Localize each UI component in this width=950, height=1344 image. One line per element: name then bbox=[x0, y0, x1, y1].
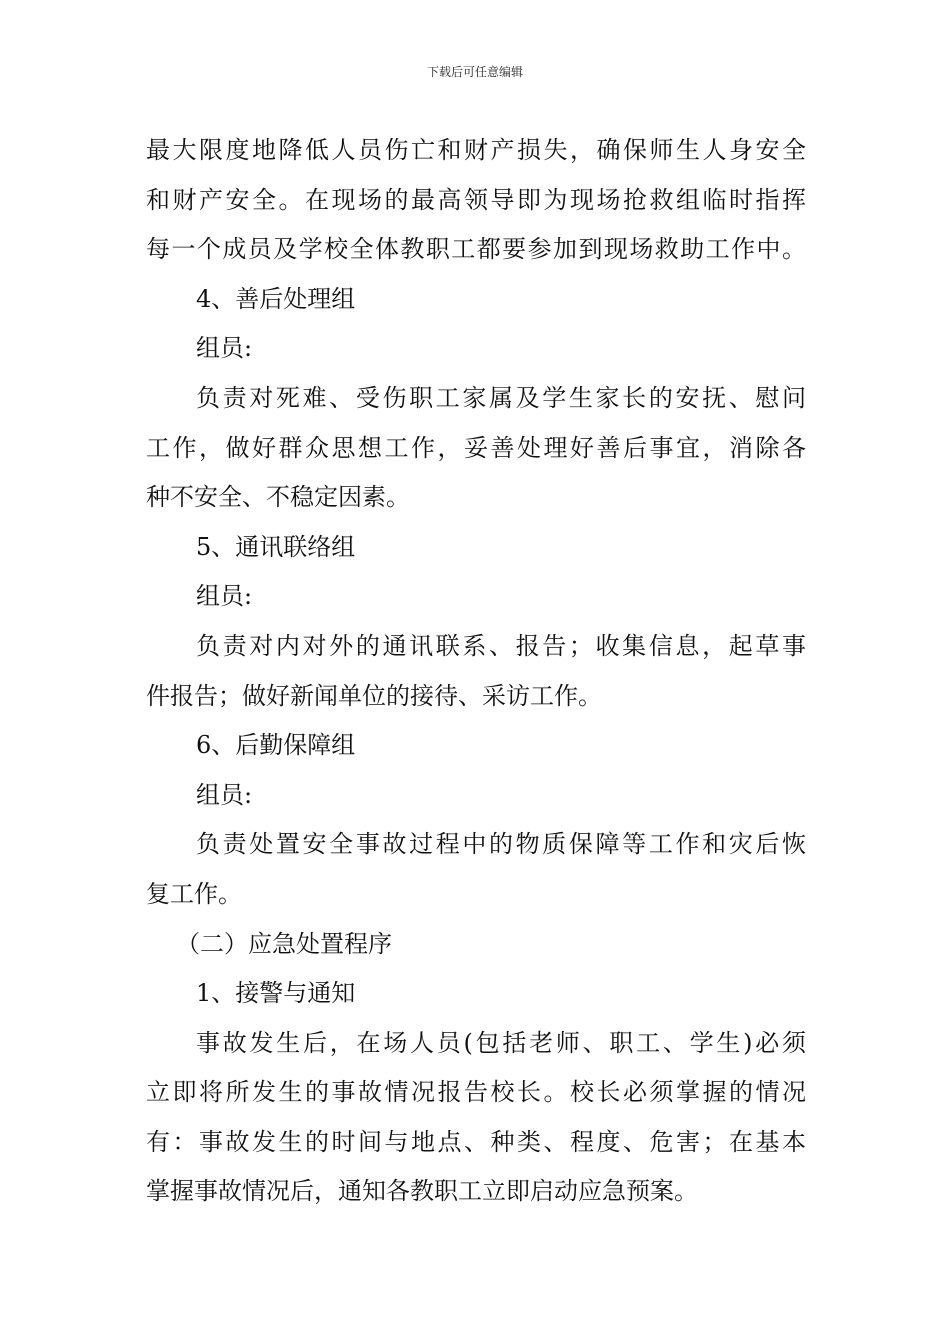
text-line: 负责对内对外的通讯联系、报告；收集信息，起草事 bbox=[196, 631, 806, 660]
text-line: 掌握事故情况后，通知各教职工立即启动应急预案。 bbox=[146, 1177, 698, 1206]
text-line: 每一个成员及学校全体教职工都要参加到现场救助工作中。 bbox=[146, 235, 806, 264]
section-heading: 4、善后处理组 bbox=[196, 284, 356, 313]
text-line: 件报告；做好新闻单位的接待、采访工作。 bbox=[146, 681, 602, 710]
text-line: 立即将所发生的事故情况报告校长。校长必须掌握的情况 bbox=[146, 1078, 806, 1107]
text-line: 事故发生后，在场人员(包括老师、职工、学生)必须 bbox=[196, 1028, 806, 1057]
text-line: 最大限度地降低人员伤亡和财产损失，确保师生人身安全 bbox=[146, 136, 806, 164]
text-line: 种不安全、不稳定因素。 bbox=[146, 483, 410, 512]
text-line: 负责对死难、受伤职工家属及学生家长的安抚、慰问 bbox=[196, 383, 806, 412]
members-label: 组员: bbox=[196, 582, 253, 611]
members-label: 组员: bbox=[196, 780, 253, 809]
section-heading: 6、后勤保障组 bbox=[196, 731, 356, 760]
text-line: 和财产安全。在现场的最高领导即为现场抢救组临时指挥 bbox=[146, 185, 806, 214]
text-line: 有：事故发生的时间与地点、种类、程度、危害；在基本 bbox=[146, 1127, 806, 1156]
text-line: 工作，做好群众思想工作，妥善处理好善后事宜，消除各 bbox=[146, 433, 806, 462]
section-heading: 5、通讯联络组 bbox=[196, 532, 356, 561]
document-body bbox=[146, 126, 806, 1217]
subsection-heading: （二）应急处置程序 bbox=[176, 929, 392, 958]
text-line: 负责处置安全事故过程中的物质保障等工作和灾后恢 bbox=[196, 830, 806, 859]
page-header-note: 下载后可任意编辑 bbox=[426, 65, 523, 79]
members-label: 组员: bbox=[196, 334, 253, 363]
section-heading: 1、接警与通知 bbox=[196, 979, 356, 1008]
text-line: 复工作。 bbox=[146, 879, 242, 908]
